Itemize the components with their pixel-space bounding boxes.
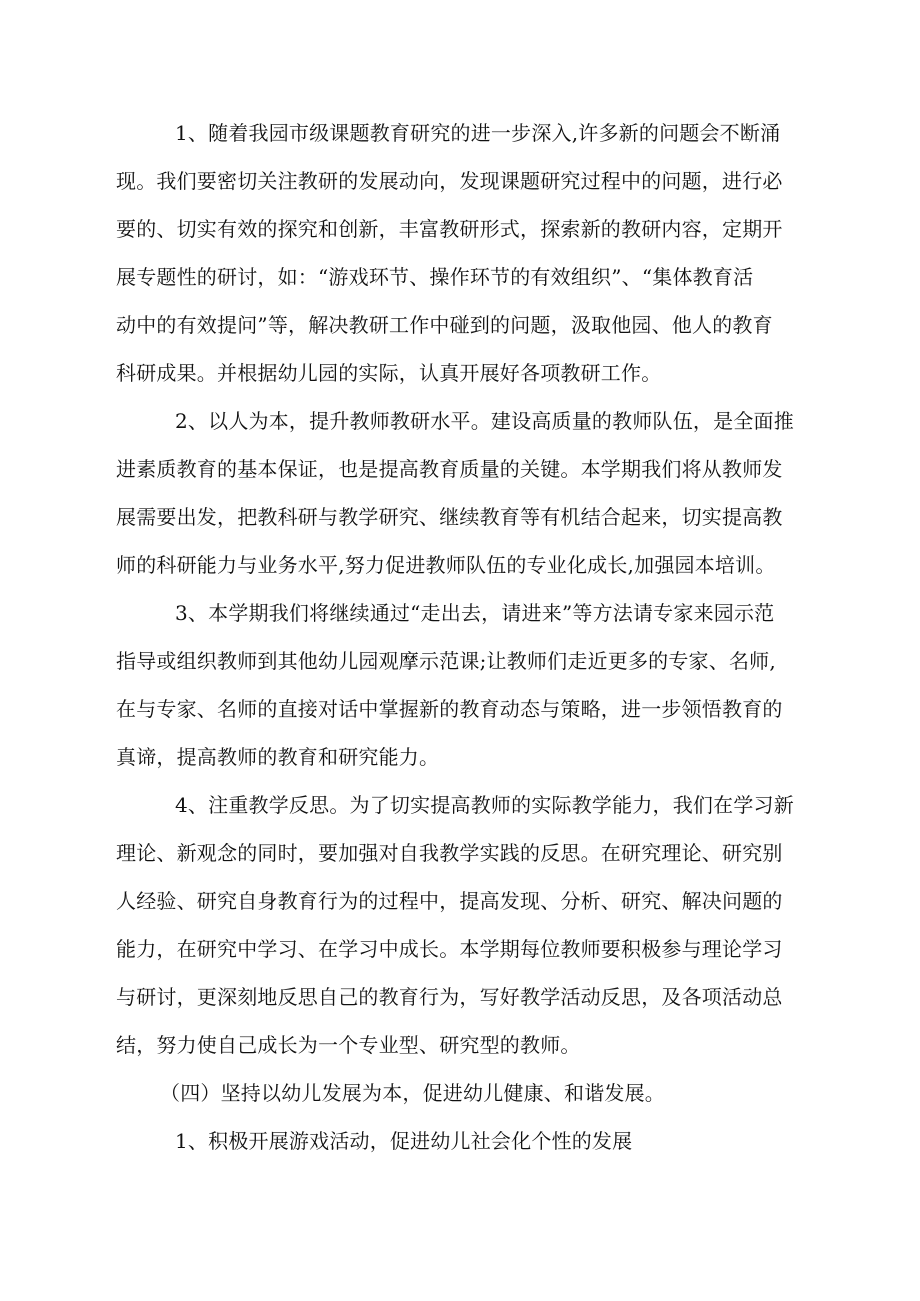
text-line: 1、积极开展游戏活动，促进幼儿社会化个性的发展 <box>175 1129 633 1153</box>
text-line: 在与专家、名师的直接对话中掌握新的教育动态与策略，进一步领悟教育的 <box>116 697 783 721</box>
text-line: 进素质教育的基本保证，也是提高教育质量的关键。本学期我们将从教师发 <box>116 457 783 481</box>
text-line: 结，努力使自己成长为一个专业型、研究型的教师。 <box>116 1033 581 1057</box>
text-line: 4、注重教学反思。为了切实提高教师的实际教学能力，我们在学习新 <box>175 793 794 817</box>
section-heading: （四）坚持以幼儿发展为本，促进幼儿健康、和谐发展。 <box>160 1081 665 1105</box>
text-line: 师的科研能力与业务水平,努力促进教师队伍的专业化成长,加强园本培训。 <box>116 553 776 577</box>
text-line: 能力，在研究中学习、在学习中成长。本学期每位教师要积极参与理论学习 <box>116 937 783 961</box>
text-line: 人经验、研究自身教育行为的过程中，提高发现、分析、研究、解决问题的 <box>116 889 783 913</box>
text-line: 2、以人为本，提升教师教研水平。建设高质量的教师队伍，是全面推 <box>175 409 794 433</box>
text-line: 指导或组织教师到其他幼儿园观摩示范课;让教师们走近更多的专家、名师, <box>116 649 776 673</box>
text-line: 要的、切实有效的探究和创新，丰富教研形式，探索新的教研内容，定期开 <box>116 217 783 241</box>
text-line: 3、本学期我们将继续通过“走出去，请进来”等方法请专家来园示范 <box>175 601 775 625</box>
text-line: 真谛，提高教师的教育和研究能力。 <box>116 745 440 769</box>
text-line: 科研成果。并根据幼儿园的实际，认真开展好各项教研工作。 <box>116 361 662 385</box>
text-line: 与研讨，更深刻地反思自己的教育行为，写好教学活动反思，及各项活动总 <box>116 985 783 1009</box>
text-line: 现。我们要密切关注教研的发展动向，发现课题研究过程中的问题，进行必 <box>116 169 783 193</box>
text-line: 动中的有效提问”等，解决教研工作中碰到的问题，汲取他园、他人的教育 <box>116 313 773 337</box>
text-line: 展需要出发，把教科研与教学研究、继续教育等有机结合起来，切实提高教 <box>116 505 783 529</box>
text-line: 1、随着我园市级课题教育研究的进一步深入,许多新的问题会不断涌 <box>175 121 781 145</box>
text-line: 展专题性的研讨，如：“游戏环节、操作环节的有效组织”、“集体教育活 <box>116 265 754 289</box>
text-line: 理论、新观念的同时，要加强对自我教学实践的反思。在研究理论、研究别 <box>116 841 783 865</box>
